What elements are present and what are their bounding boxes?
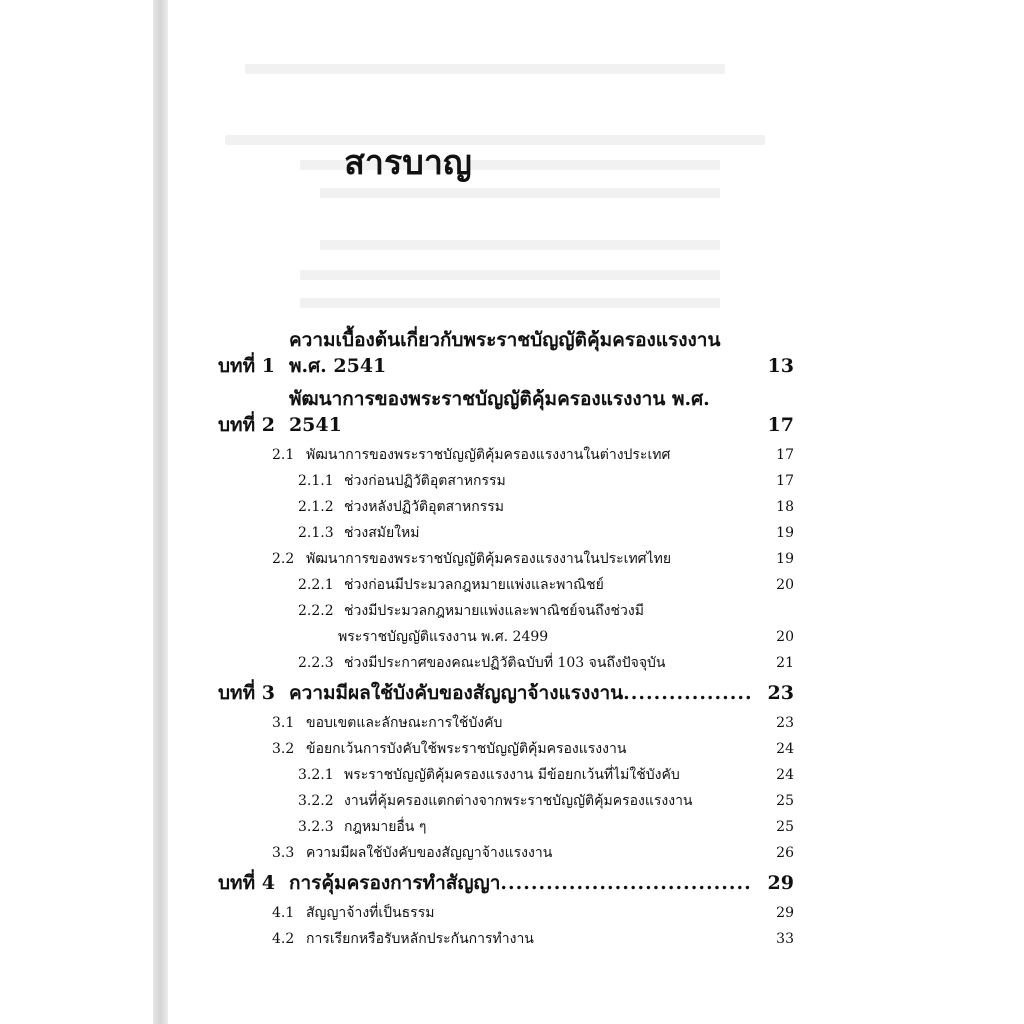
toc-section [218, 837, 794, 863]
dot-leader [623, 681, 750, 707]
section-number: 3.2 [272, 740, 295, 757]
section-title: สัญญาจ้างที่เป็นธรรม [306, 904, 435, 921]
section-title: ช่วงก่อนมีประมวลกฎหมายแพ่งและพาณิชย์ [344, 576, 604, 593]
page-number: 20 [776, 576, 794, 593]
chapter-title: ความเบื้องต้นเกี่ยวกับพระราชบัญญัติคุ้มครองแรงงาน พ.ศ. 2541 [288, 329, 721, 377]
table-of-contents [218, 328, 794, 949]
toc-subsection [218, 569, 794, 595]
section-title-continued: พระราชบัญญัติแรงงาน พ.ศ. 2499 [338, 628, 549, 645]
toc-section [218, 707, 794, 733]
bleed-through-header [245, 64, 725, 74]
chapter-title: ความมีผลใช้บังคับของสัญญาจ้างแรงงาน [288, 681, 624, 704]
toc-subsection [218, 811, 794, 837]
page-number: 17 [776, 472, 794, 489]
section-number: 3.2.3 [298, 818, 334, 835]
section-title: ช่วงมีประกาศของคณะปฏิวัติฉบับที่ 103 จนถึงปัจจุบัน [344, 654, 666, 671]
section-title: กฎหมายอื่น ๆ [344, 818, 427, 835]
section-title: พัฒนาการของพระราชบัญญัติคุ้มครองแรงงานในประเทศไทย [306, 550, 672, 567]
section-number: 4.1 [272, 904, 295, 921]
toc-subsection [218, 517, 794, 543]
chapter-number: บทที่ 3 [218, 681, 275, 704]
page-title: สารบาญ [344, 143, 472, 183]
section-title: พระราชบัญญัติคุ้มครองแรงงาน มีข้อยกเว้นที่ไม่ใช้บังคับ [344, 766, 680, 783]
page-number: 23 [776, 714, 794, 731]
page-number: 19 [776, 524, 794, 541]
section-title: ช่วงสมัยใหม่ [344, 524, 420, 541]
toc-chapter-4 [218, 871, 794, 897]
bleed-through-line [320, 188, 720, 198]
chapter-number: บทที่ 2 [218, 413, 275, 436]
section-title: ขอบเขตและลักษณะการใช้บังคับ [306, 714, 503, 731]
toc-subsection [218, 785, 794, 811]
page-number: 24 [776, 766, 794, 783]
page-number: 25 [776, 792, 794, 809]
section-title: การเรียกหรือรับหลักประกันการทำงาน [306, 930, 534, 947]
section-title: งานที่คุ้มครองแตกต่างจากพระราชบัญญัติคุ้มครองแรงงาน [344, 792, 693, 809]
bleed-through-line [300, 270, 720, 280]
chapter-number: บทที่ 1 [218, 354, 275, 377]
chapter-title: พัฒนาการของพระราชบัญญัติคุ้มครองแรงงาน พ.ศ. 2541 [288, 388, 710, 436]
dot-leader [500, 871, 750, 897]
toc-section [218, 543, 794, 569]
section-number: 4.2 [272, 930, 295, 947]
toc-subsection-continuation [218, 621, 794, 647]
page-number: 19 [776, 550, 794, 567]
page-number: 21 [776, 654, 794, 671]
bleed-through-line [300, 298, 720, 308]
toc-section [218, 733, 794, 759]
toc-subsection [218, 759, 794, 785]
toc-chapter-2 [218, 387, 794, 438]
section-number: 2.2.1 [298, 576, 334, 593]
toc-chapter-3 [218, 681, 794, 707]
section-number: 2.1.3 [298, 524, 334, 541]
page-number: 17 [767, 413, 794, 436]
section-number: 2.1.2 [298, 498, 334, 515]
page-number: 18 [776, 498, 794, 515]
toc-chapter-1 [218, 328, 794, 379]
page-number: 29 [767, 871, 794, 894]
toc-subsection [218, 465, 794, 491]
section-number: 3.3 [272, 844, 295, 861]
section-number: 2.1 [272, 446, 295, 463]
section-number: 2.2.2 [298, 602, 334, 619]
page-number: 26 [776, 844, 794, 861]
page-number: 23 [767, 681, 794, 704]
chapter-number: บทที่ 4 [218, 871, 275, 894]
section-title: ช่วงก่อนปฏิวัติอุตสาหกรรม [344, 472, 506, 489]
section-title: พัฒนาการของพระราชบัญญัติคุ้มครองแรงงานในต่างประเทศ [306, 446, 671, 463]
page-number: 29 [776, 904, 794, 921]
toc-subsection [218, 595, 794, 621]
section-number: 3.1 [272, 714, 295, 731]
section-number: 3.2.1 [298, 766, 334, 783]
page-number: 13 [767, 354, 794, 377]
section-number: 3.2.2 [298, 792, 334, 809]
toc-subsection [218, 647, 794, 673]
toc-section [218, 923, 794, 949]
section-number: 2.2.3 [298, 654, 334, 671]
section-title: ช่วงหลังปฏิวัติอุตสาหกรรม [344, 498, 504, 515]
toc-section [218, 439, 794, 465]
toc-subsection [218, 491, 794, 517]
section-title: ข้อยกเว้นการบังคับใช้พระราชบัญญัติคุ้มครองแรงงาน [306, 740, 627, 757]
page-number: 20 [776, 628, 794, 645]
page-number: 33 [776, 930, 794, 947]
section-title: ช่วงมีประมวลกฎหมายแพ่งและพาณิชย์จนถึงช่วงมี [344, 602, 644, 619]
section-number: 2.2 [272, 550, 295, 567]
toc-section [218, 897, 794, 923]
section-title: ความมีผลใช้บังคับของสัญญาจ้างแรงงาน [306, 844, 553, 861]
section-number: 2.1.1 [298, 472, 334, 489]
page-number: 25 [776, 818, 794, 835]
page-number: 17 [776, 446, 794, 463]
chapter-title: การคุ้มครองการทำสัญญา [288, 871, 501, 894]
page-number: 24 [776, 740, 794, 757]
bleed-through-line [320, 240, 720, 250]
